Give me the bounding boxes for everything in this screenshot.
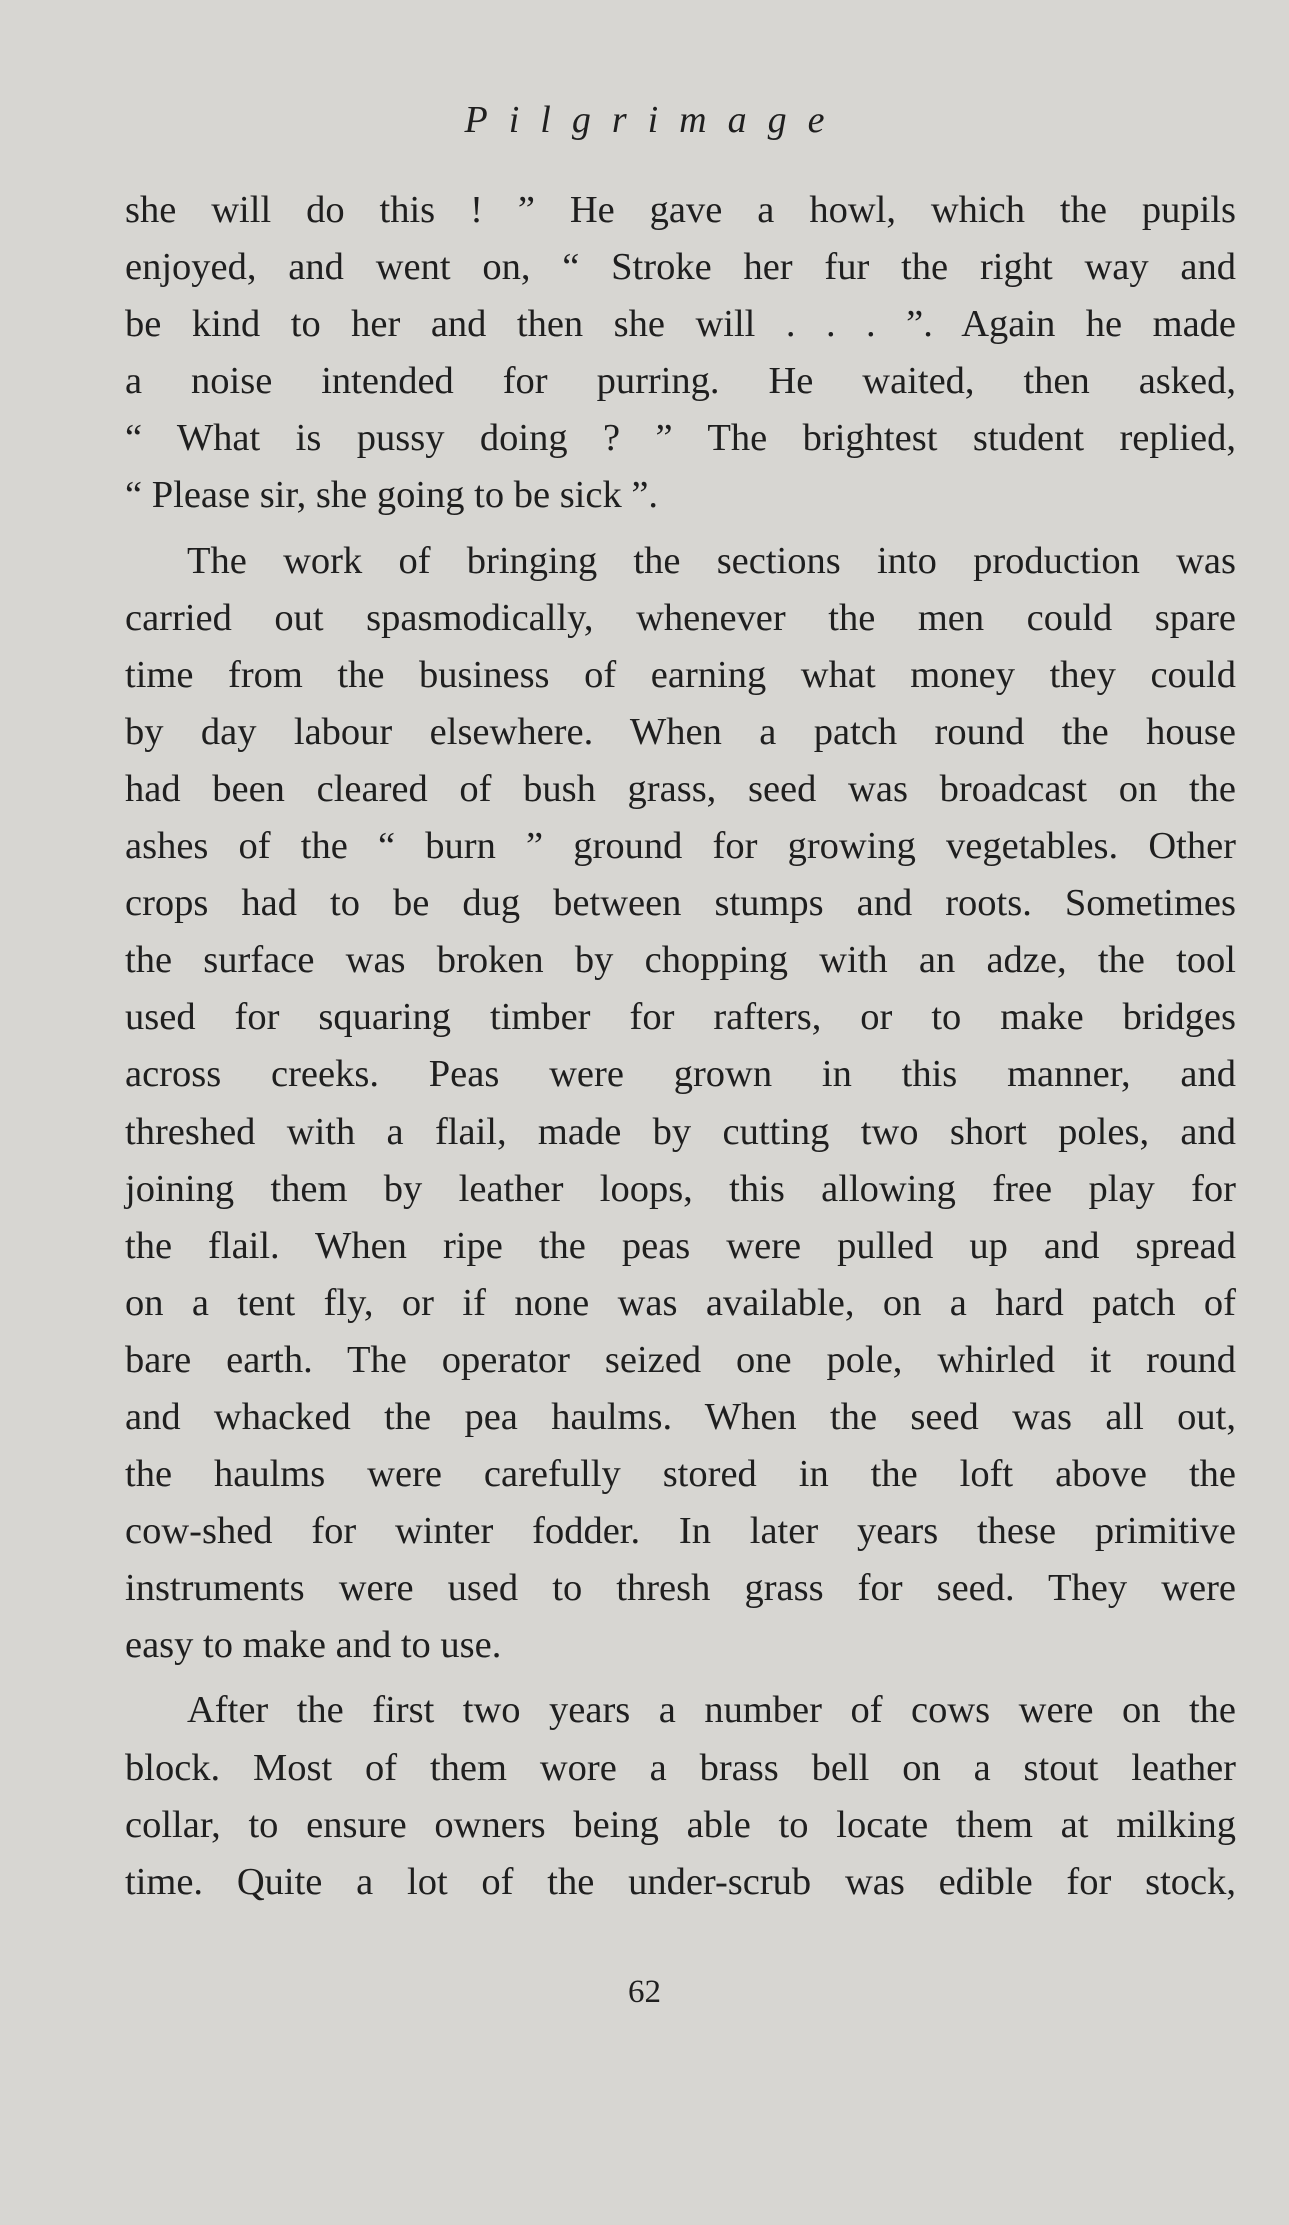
text-line: used for squaring timber for rafters, or to make bridges: [125, 996, 1236, 1039]
text-line: ashes of the “ burn ” ground for growing vegetables. Other: [125, 825, 1236, 868]
text-line: enjoyed, and went on, “ Stroke her fur the right way and: [125, 246, 1236, 289]
paragraph-2: [125, 533, 1236, 1675]
text-line: by day labour elsewhere. When a patch round the house: [125, 710, 1236, 753]
text-line: time from the business of earning what money they could: [125, 653, 1236, 696]
text-line: a noise intended for purring. He waited, then asked,: [125, 360, 1236, 403]
text-line: had been cleared of bush grass, seed was broadcast on the: [125, 767, 1236, 810]
text-line: After the first two years a number of cows were on the: [187, 1689, 1236, 1732]
text-line: “ Please sir, she going to be sick ”.: [125, 474, 659, 517]
running-head: Pilgrimage: [464, 99, 846, 141]
text-line: across creeks. Peas were grown in this manner, and: [125, 1053, 1236, 1096]
text-line: “ What is pussy doing ? ” The brightest student replied,: [125, 417, 1236, 460]
text-line: cow-shed for winter fodder. In later years these primitive: [125, 1510, 1236, 1553]
text-line: the surface was broken by chopping with an adze, the tool: [125, 939, 1236, 982]
text-line: crops had to be dug between stumps and roots. Sometimes: [125, 882, 1236, 925]
text-line: bare earth. The operator seized one pole, whirled it round: [125, 1338, 1236, 1381]
text-line: the haulms were carefully stored in the loft above the: [125, 1453, 1236, 1496]
text-line: The work of bringing the sections into production was: [187, 539, 1236, 582]
text-line: the flail. When ripe the peas were pulled up and spread: [125, 1224, 1236, 1267]
text-line: easy to make and to use.: [125, 1624, 502, 1667]
text-line: collar, to ensure owners being able to locate them at milking: [125, 1803, 1236, 1846]
text-line: on a tent fly, or if none was available, on a hard patch of: [125, 1281, 1236, 1324]
text-line: carried out spasmodically, whenever the men could spare: [125, 596, 1236, 639]
paragraph-3: [125, 1682, 1236, 1910]
text-line: be kind to her and then she will . . . ”. Again he made: [125, 303, 1236, 346]
text-line: she will do this ! ” He gave a howl, which the pupils: [125, 189, 1236, 231]
text-line: joining them by leather loops, this allowing free play for: [125, 1167, 1236, 1210]
text-line: time. Quite a lot of the under-scrub was edible for stock,: [125, 1860, 1236, 1903]
text-line: block. Most of them wore a brass bell on a stout leather: [125, 1746, 1236, 1789]
page-number: 62: [628, 1974, 661, 2010]
text-line: and whacked the pea haulms. When the seed was all out,: [125, 1395, 1236, 1438]
text-line: threshed with a flail, made by cutting two short poles, and: [125, 1110, 1236, 1153]
text-line: instruments were used to thresh grass for seed. They were: [125, 1567, 1236, 1610]
body-text: [125, 182, 1236, 1911]
paragraph-1: [125, 182, 1236, 525]
